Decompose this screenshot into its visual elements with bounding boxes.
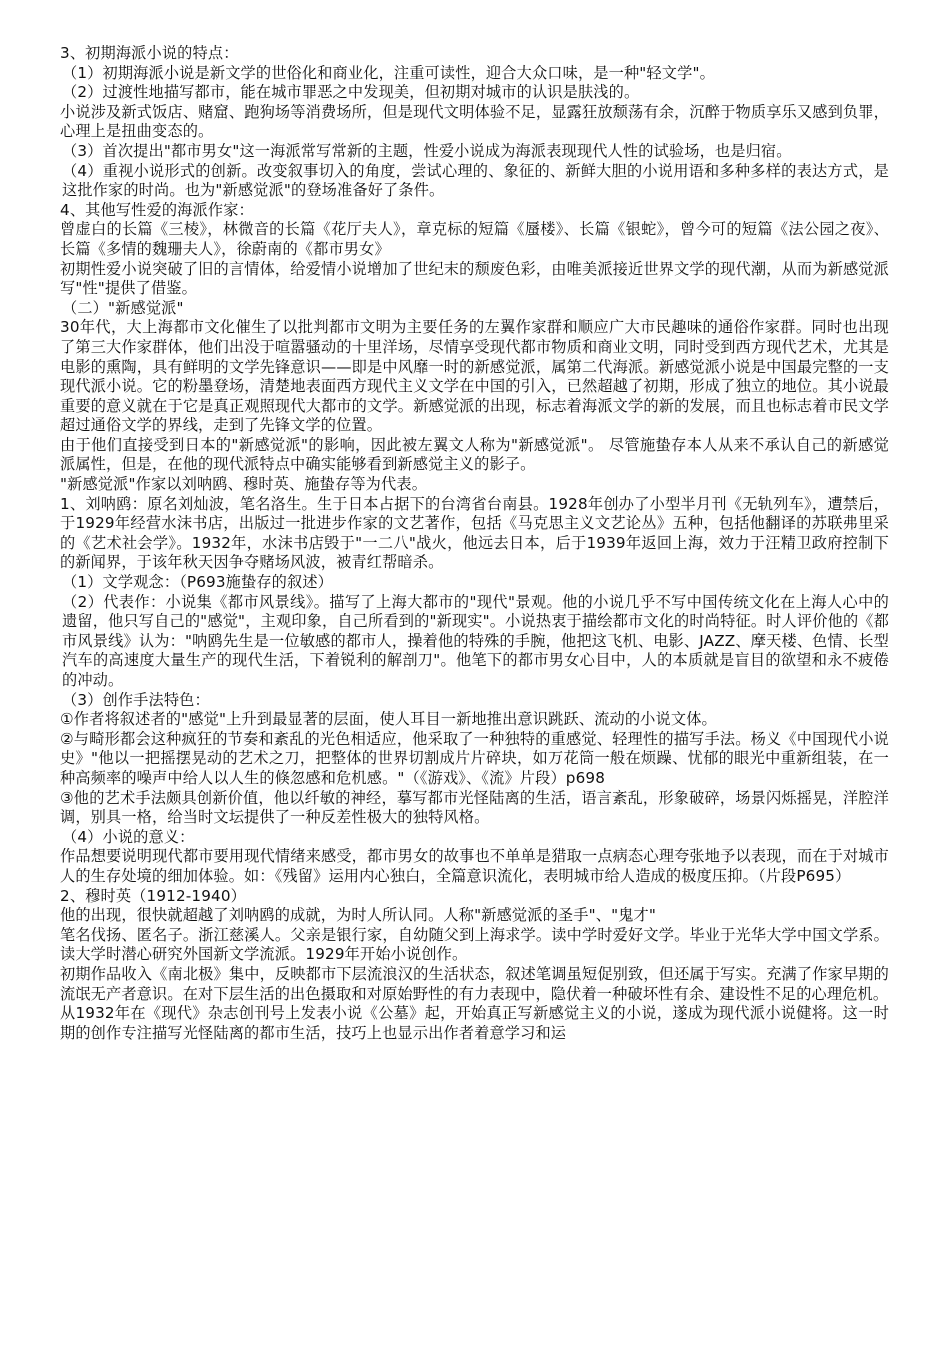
point-literary-concept: （1）文学观念：（P693施蛰存的叙述）: [62, 573, 334, 592]
heading-new-sensationism: （二）"新感觉派": [62, 298, 184, 317]
heading-significance: （4）小说的意义：: [62, 827, 195, 846]
paragraph-early-erotic-fiction: 初期性爱小说突破了旧的言情体，给爱情小说增加了世纪末的颓废色彩，由唯美派接近世界文学的现代潮，从而为新感觉派写"性"提供了借鉴。: [60, 259, 889, 298]
technique-item-1: ①作者将叙述者的"感觉"上升到最显著的层面，使人耳目一新地推出意识跳跃、流动的小说文体。: [60, 710, 717, 729]
point-2-transitional-city: （2）过渡性地描写都市，能在城市罪恶之中发现美，但初期对城市的认识是肤浅的。: [62, 83, 640, 102]
paragraph-1930s-shanghai: 30年代，大上海都市文化催生了以批判都市文明为主要任务的左翼作家群和顺应广大市民趣味的通俗作家群。同时也出现了第三大作家群体，他们出没于喧嚣骚动的十里洋场，尽情享受现代都市物质和商业文明，同时受到西方现代艺术，尤其是电影的熏陶，具有鲜明的文学先锋意识——即是中风靡一时的新感觉派，属第二代海派。新感觉派小说是中国最完整的一支现代派小说。它的粉墨登场，清楚地表面西方现代主义文学在中国的引入，已然超越了初期，形成了独立的地位。其小说最重要的意义就在于它是真正观照现代大都市的文学。新感觉派的出现，标志着海派文学的新的发展，而且也标志着市民文学超过通俗文学的界线，走到了先锋文学的位置。: [60, 318, 889, 435]
technique-item-3: ③他的艺术手法颇具创新价值，他以纤敏的神经，摹写都市光怪陆离的生活，语言紊乱，形象破碎，场景闪烁摇晃，洋腔洋调，别具一格，给当时文坛提供了一种反差性极大的独特风格。: [60, 788, 889, 827]
paragraph-mu-1932: 从1932年在《现代》杂志创刊号上发表小说《公墓》起，开始真正写新感觉主义的小说，遂成为现代派小说健将。这一时期的创作专注描写光怪陆离的都市生活，技巧上也显示出作者着意学习和运: [60, 1004, 889, 1042]
paragraph-consumption-venues: 小说涉及新式饭店、赌窟、跑狗场等消费场所，但是现代文明体验不足，显露狂放颓荡有余，沉醉于物质享乐又感到负罪，心理上是扭曲变态的。: [60, 102, 889, 141]
point-4-form-innovation: （4）重视小说形式的创新。改变叙事切入的角度，尝试心理的、象征的、新鲜大胆的小说用语和多种多样的表达方式，是这批作家的时尚。也为"新感觉派"的登场准备好了条件。: [62, 161, 889, 200]
paragraph-mu-reputation: 他的出现，很快就超越了刘呐鸥的成就，为时人所认同。人称"新感觉派的圣手"、"鬼才": [60, 906, 657, 925]
paragraph-mu-early-works: 初期作品收入《南北极》集中，反映都市下层流浪汉的生活状态，叙述笔调虽短促别致，但还属于写实。充满了作家早期的流氓无产者意识。在对下层生活的出色摄取和对原始野性的有力表现中，隐伏着一种破坏性有余、建设性不足的心理危机。: [60, 964, 889, 1003]
heading-technique: （3）创作手法特色：: [62, 690, 210, 709]
heading-mu-shiying: 2、穆时英（1912-1940）: [60, 886, 246, 905]
paragraph-japanese-influence: 由于他们直接受到日本的"新感觉派"的影响，因此被左翼文人称为"新感觉派"。 尽管施蛰存本人从来不承认自己的新感觉派属性，但是，在他的现代派特点中确实能够看到新感觉主义的影子。: [60, 435, 889, 474]
paragraph-writer-list: 曾虚白的长篇《三棱》，林微音的长篇《花厅夫人》，章克标的短篇《蜃楼》、长篇《银蛇》，曾今可的短篇《法公园之夜》、长篇《多情的魏珊夫人》，徐蔚南的《都市男女》: [60, 220, 889, 258]
point-representative-work: （2）代表作：小说集《都市风景线》。描写了上海大都市的"现代"景观。他的小说几乎不写中国传统文化在上海人心中的遗留，他只写自己的"感觉"，主观印象，自己所看到的"新现实"。小说热衷于描绘都市文化的时尚特征。时人评价他的《都市风景线》认为："呐鸥先生是一位敏感的都市人，操着他的特殊的手腕，他把这飞机、电影、JAZZ、摩天楼、色情、长型汽车的高速度大量生产的现代生活，下着锐利的解剖刀"。他笔下的都市男女心目中，人的本质就是盲目的欲望和永不疲倦的冲动。: [62, 592, 889, 689]
paragraph-representatives: "新感觉派"作家以刘呐鸥、穆时英、施蛰存等为代表。: [60, 475, 428, 494]
point-3-urban-men-women: （3）首次提出"都市男女"这一海派常写常新的主题，性爱小说成为海派表现现代人性的试验场，也是归宿。: [62, 141, 792, 160]
technique-item-2: ②与畸形都会这种疯狂的节奏和紊乱的光色相适应，他采取了一种独特的重感觉、轻理性的描写手法。杨义《中国现代小说史》"他以一把摇摆晃动的艺术之刀，把整体的世界切割成片片碎块，如万花筒一般在烦躁、忧郁的眼光中重新组装，在一种高频率的噪声中给人以人生的倏忽感和危机感。"（《游戏》、《流》片段）p698: [60, 729, 889, 787]
paragraph-mu-bio: 笔名伐扬、匿名子。浙江慈溪人。父亲是银行家，自幼随父到上海求学。读中学时爱好文学。毕业于光华大学中国文学系。读大学时潜心研究外国新文学流派。1929年开始小说创作。: [60, 925, 889, 964]
heading-other-writers: 4、其他写性爱的海派作家：: [60, 200, 254, 219]
paragraph-liu-naou-bio: 1、刘呐鸥：原名刘灿波，笔名洛生。生于日本占据下的台湾省台南县。1928年创办了小型半月刊《无轨列车》，遭禁后，于1929年经营水沫书店，出版过一批进步作家的文艺著作，包括《马克思主义文艺论丛》五种，包括他翻译的苏联弗里采的《艺术社会学》。1932年，水沫书店毁于"一二八"战火，他远去日本，后于1939年返回上海，效力于汪精卫政府控制下的新闻界，于该年秋天因争夺赌场风波，被青红帮暗杀。: [60, 494, 889, 572]
point-1-secular-commercial: （1）初期海派小说是新文学的世俗化和商业化，注重可读性，迎合大众口味，是一种"轻文学"。: [62, 63, 715, 82]
paragraph-significance: 作品想要说明现代都市要用现代情绪来感受，都市男女的故事也不单单是猎取一点病态心理夸张地予以表现，而在于对城市人的生存处境的细加体验。如：《残留》运用内心独白，全篇意识流化，表明城市给人造成的极度压抑。（片段P695）: [60, 847, 889, 885]
heading-early-haipai-features: 3、初期海派小说的特点：: [60, 44, 239, 62]
